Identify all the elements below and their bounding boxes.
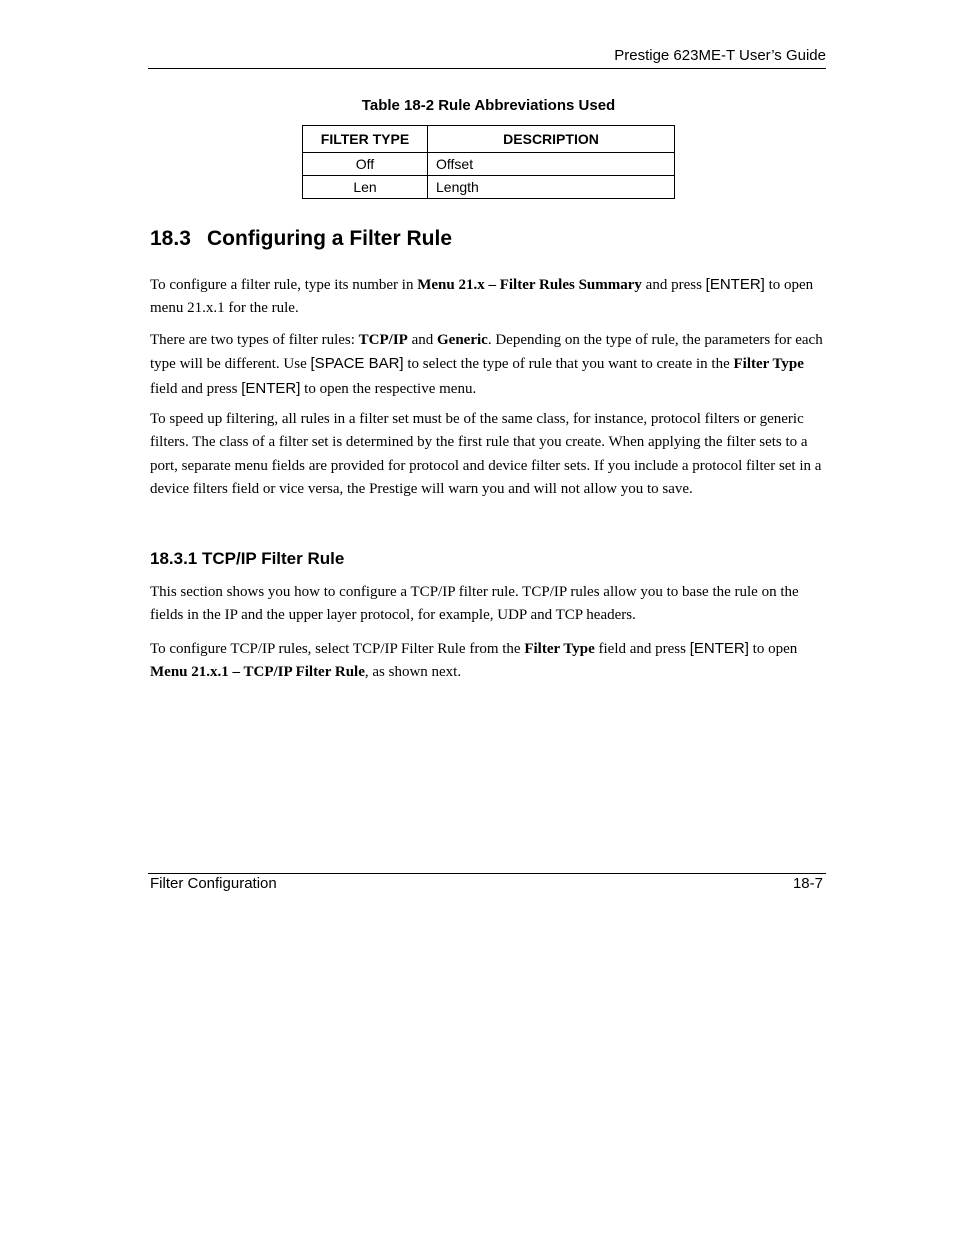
table-row bbox=[303, 153, 675, 176]
footer-rule bbox=[148, 873, 826, 874]
footer-page-number: 18-7 bbox=[792, 875, 823, 892]
menu-reference: Menu 21.x.1 – TCP/IP Filter Rule bbox=[150, 664, 365, 681]
table-header-row bbox=[303, 126, 675, 153]
key-label: [ENTER] bbox=[705, 276, 765, 293]
running-header: Prestige 623ME-T User’s Guide bbox=[614, 47, 826, 64]
text-run: to select the type of rule that you want to create in the bbox=[403, 356, 734, 373]
text-run: and press bbox=[641, 277, 706, 293]
paragraph-configure-filter-rule bbox=[150, 273, 826, 321]
header-rule bbox=[148, 68, 826, 69]
text-run: field and press bbox=[150, 380, 242, 397]
text-run: To configure a filter rule, type its number in bbox=[150, 277, 418, 293]
paragraph-filter-rule-types bbox=[150, 329, 826, 401]
column-header: DESCRIPTION bbox=[428, 126, 675, 153]
text-run: field and press bbox=[594, 641, 690, 657]
bold-term: Filter Type bbox=[733, 356, 804, 373]
table-cell: Len bbox=[303, 176, 428, 199]
paragraph-tcpip-intro: This section shows you how to configure a TCP/IP filter rule. TCP/IP rules allow you to base the rule on the fields in the IP and the upper layer protocol, for example, UDP and TCP headers. bbox=[150, 584, 799, 624]
rule-abbreviations-table bbox=[302, 125, 675, 199]
paragraph-configure-tcpip bbox=[150, 637, 826, 685]
menu-reference: Menu 21.x – Filter Rules Summary bbox=[417, 277, 642, 293]
table-caption: Table 18-2 Rule Abbreviations Used bbox=[361, 97, 616, 114]
table-cell: Length bbox=[428, 176, 675, 199]
text-run: To configure TCP/IP rules, select TCP/IP Filter Rule from the bbox=[150, 641, 525, 657]
table-cell: Offset bbox=[428, 153, 675, 176]
subsection-heading: 18.3.1 TCP/IP Filter Rule bbox=[150, 549, 345, 568]
section-title: Configuring a Filter Rule bbox=[207, 227, 452, 250]
text-run: . Depending on the type of rule, the parameters for each type will be different. Use bbox=[150, 332, 823, 373]
text-run: and bbox=[407, 332, 438, 348]
text-run: to open menu 21.x.1 for the rule. bbox=[150, 277, 814, 317]
column-header: FILTER TYPE bbox=[303, 126, 428, 153]
key-label: [ENTER] bbox=[689, 640, 749, 657]
text-run: to open the respective menu. bbox=[300, 380, 477, 397]
footer-chapter-title: Filter Configuration bbox=[150, 875, 277, 892]
section-heading bbox=[150, 227, 452, 251]
bold-term: Generic bbox=[437, 332, 488, 348]
text-run: to open bbox=[748, 641, 798, 657]
section-number: 18.3 bbox=[150, 227, 191, 250]
key-label: [ENTER] bbox=[241, 379, 301, 397]
text-run: , as shown next. bbox=[364, 664, 462, 681]
bold-term: TCP/IP bbox=[358, 332, 408, 348]
key-label: [SPACE BAR] bbox=[310, 355, 404, 373]
bold-term: Filter Type bbox=[524, 641, 595, 657]
text-run: There are two types of filter rules: bbox=[150, 332, 359, 348]
table-cell: Off bbox=[303, 153, 428, 176]
table-row bbox=[303, 176, 675, 199]
paragraph-speed-up-filtering: To speed up filtering, all rules in a filter set must be of the same class, for instance, protocol filters or generic filters. The class of a filter set is determined by the first rule that you create. When applying the filter sets to a port, separate menu fields are provided for protocol and device filter sets. If you include a protocol filter set in a device filters field or vice versa, the Prestige will warn you and will not allow you to save. bbox=[150, 411, 822, 498]
